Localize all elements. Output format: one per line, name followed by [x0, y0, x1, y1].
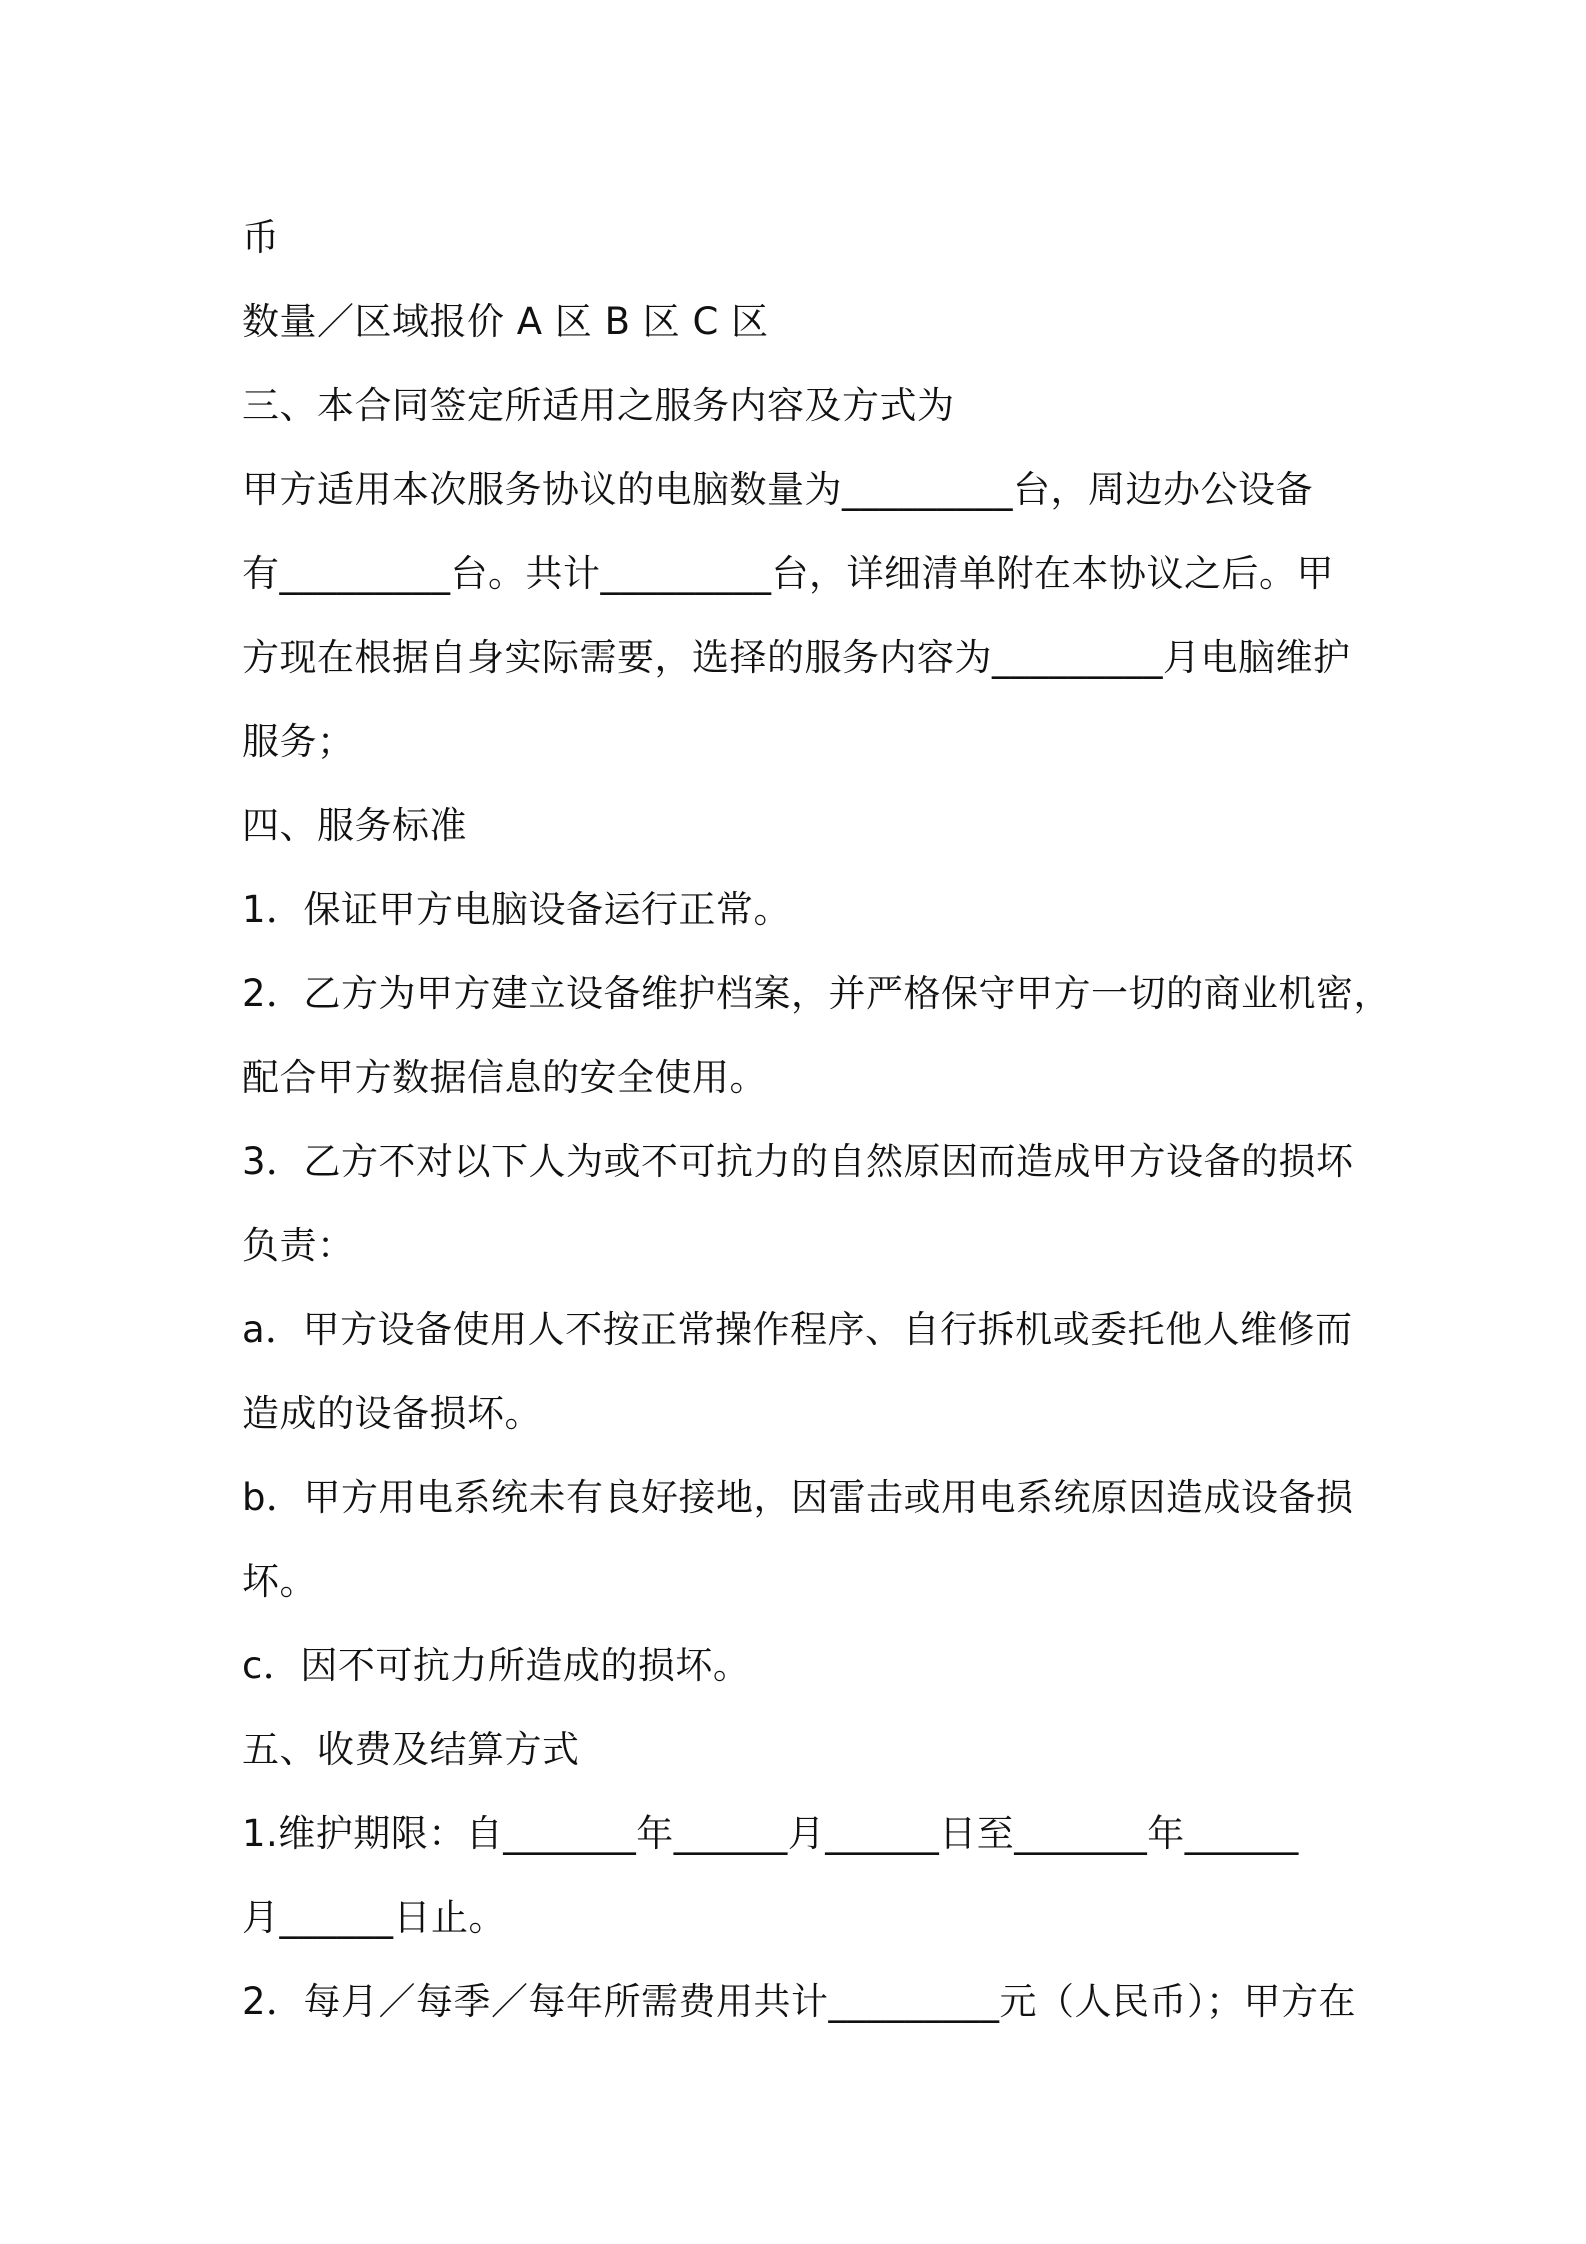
text-line: 1.维护期限：自_______年______月______日至_______年______	[242, 1812, 1299, 1855]
text-line: 方现在根据自身实际需要，选择的服务内容为_________月电脑维护	[242, 636, 1351, 679]
text-line: 有_________台。共计_________台，详细清单附在本协议之后。甲	[242, 552, 1334, 595]
text-line: 2．乙方为甲方建立设备维护档案，并严格保守甲方一切的商业机密，	[242, 972, 1392, 1015]
text-line: 负责：	[242, 1224, 355, 1267]
text-line: 坏。	[242, 1560, 317, 1603]
text-line: 数量／区域报价 A 区 B 区 C 区	[242, 300, 769, 343]
section-heading: 三、本合同签定所适用之服务内容及方式为	[242, 384, 955, 427]
text-line: 1．保证甲方电脑设备运行正常。	[242, 888, 792, 931]
text-line: 月______日止。	[242, 1896, 506, 1939]
text-line: 配合甲方数据信息的安全使用。	[242, 1056, 767, 1099]
text-line: 2．每月／每季／每年所需费用共计_________元（人民币）；甲方在	[242, 1980, 1357, 2023]
text-line: 币	[242, 216, 280, 259]
text-line: 造成的设备损坏。	[242, 1392, 542, 1435]
text-line: b．甲方用电系统未有良好接地，因雷击或用电系统原因造成设备损	[242, 1476, 1354, 1519]
text-line: 服务；	[242, 720, 355, 763]
section-heading: 四、服务标准	[242, 804, 467, 847]
section-heading: 五、收费及结算方式	[242, 1728, 580, 1771]
text-line: c．因不可抗力所造成的损坏。	[242, 1644, 751, 1687]
text-line: a．甲方设备使用人不按正常操作程序、自行拆机或委托他人维修而	[242, 1308, 1353, 1351]
text-line: 甲方适用本次服务协议的电脑数量为_________台，周边办公设备	[242, 468, 1313, 511]
text-line: 3．乙方不对以下人为或不可抗力的自然原因而造成甲方设备的损坏	[242, 1140, 1354, 1183]
document-body	[242, 196, 1392, 2044]
